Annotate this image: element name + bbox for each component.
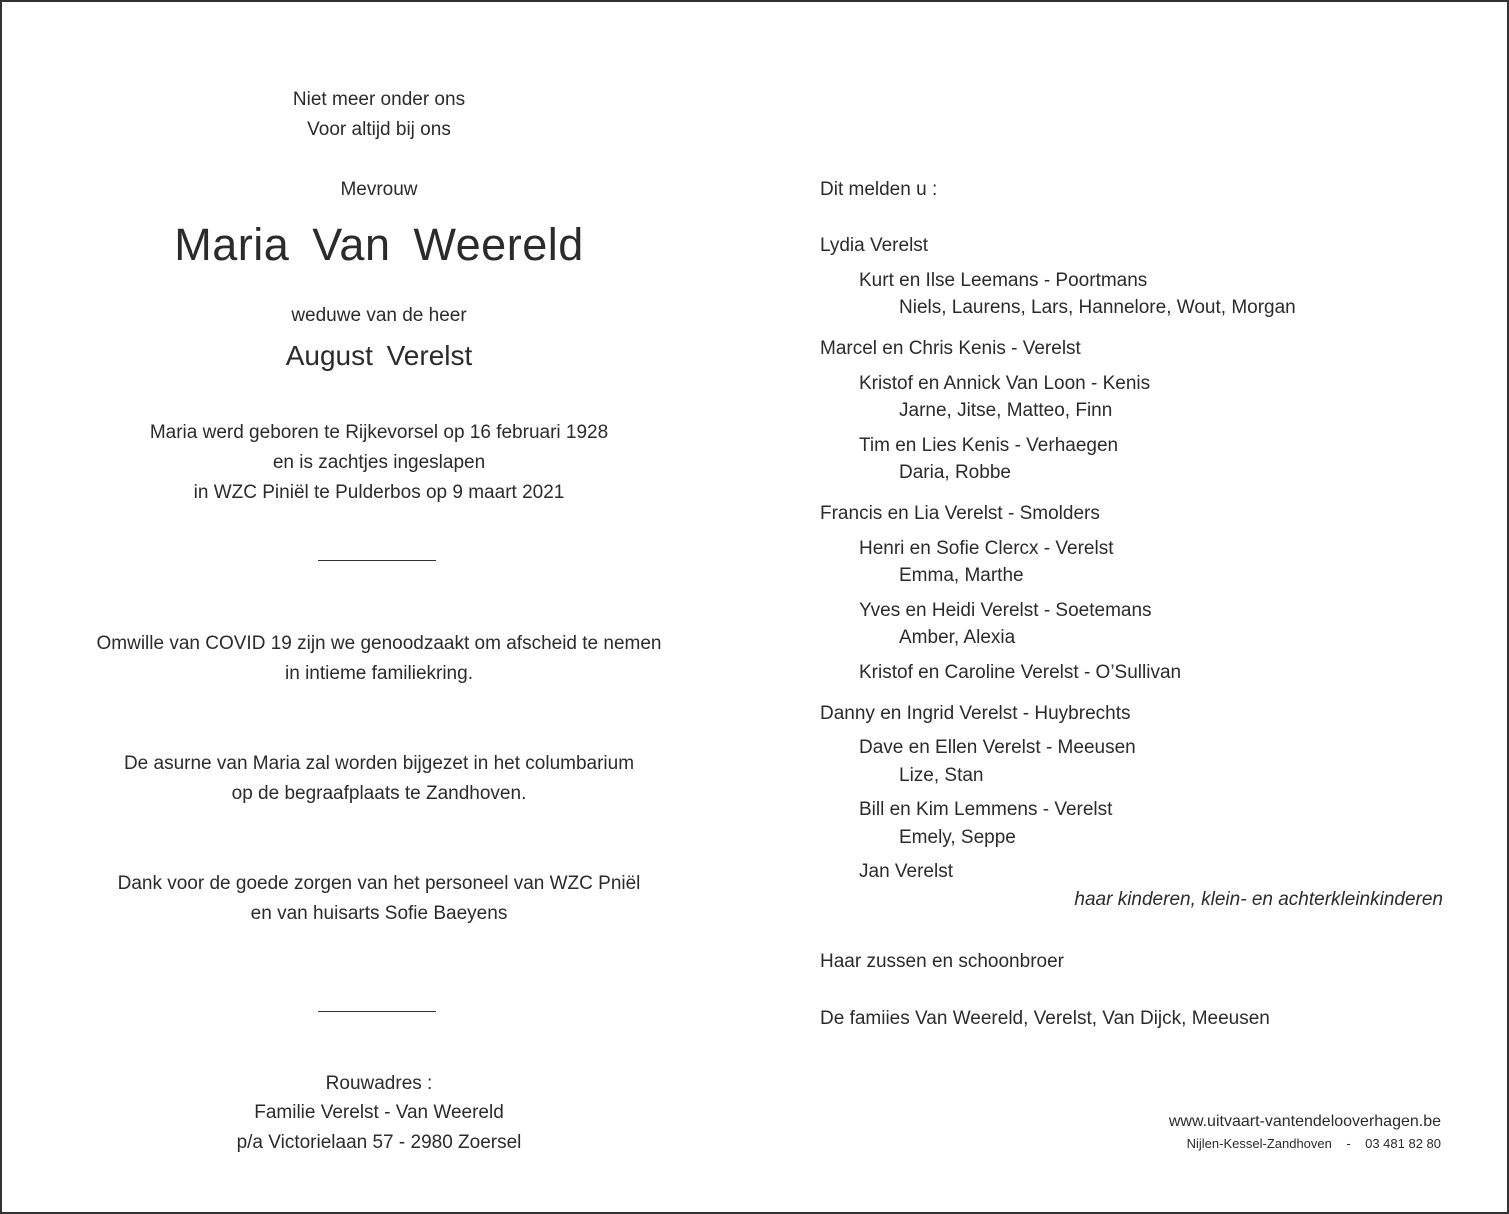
birth-line-2: en is zachtjes ingeslapen xyxy=(272,452,486,473)
family-line: Dave en Ellen Verelst - Meeusen xyxy=(859,737,1136,758)
widow-of-text: weduwe van de heer xyxy=(291,305,467,326)
urn-line-1: De asurne van Maria zal worden bijgezet in het columbarium xyxy=(123,753,635,774)
family-line: Daria, Robbe xyxy=(899,462,1011,483)
family-line: Francis en Lia Verelst - Smolders xyxy=(820,503,1100,524)
birth-line-3: in WZC Piniël te Pulderbos op 9 maart 2021 xyxy=(193,482,565,503)
covid-line-2: in intieme familiekring. xyxy=(285,663,473,684)
families-line: De famiies Van Weereld, Verelst, Van Dijck, Meeusen xyxy=(820,1008,1270,1029)
family-summary: haar kinderen, klein- en achterkleinkinderen xyxy=(1074,889,1443,910)
deceased-name: Maria Van Weereld xyxy=(174,219,584,270)
family-line: Yves en Heidi Verelst - Soetemans xyxy=(859,600,1152,621)
funeral-home-contact: Nijlen-Kessel-Zandhoven - 03 481 82 80 xyxy=(1186,1136,1441,1151)
family-line: Danny en Ingrid Verelst - Huybrechts xyxy=(820,703,1131,724)
divider-bottom xyxy=(318,1011,436,1012)
family-line: Emely, Seppe xyxy=(899,827,1016,848)
family-line: Niels, Laurens, Lars, Hannelore, Wout, Morgan xyxy=(899,297,1296,318)
family-line: Tim en Lies Kenis - Verhaegen xyxy=(859,435,1119,456)
family-line: Lydia Verelst xyxy=(820,235,929,256)
thanks-line-2: en van huisarts Sofie Baeyens xyxy=(250,903,508,924)
thanks-line-1: Dank voor de goede zorgen van het personeel van WZC Pniël xyxy=(117,873,641,894)
address-family: Familie Verelst - Van Weereld xyxy=(254,1102,504,1123)
family-line: Henri en Sofie Clercx - Verelst xyxy=(859,538,1114,559)
salutation: Mevrouw xyxy=(340,179,418,200)
covid-line-1: Omwille van COVID 19 zijn we genoodzaakt om afscheid te nemen xyxy=(96,633,662,654)
family-line: Kristof en Caroline Verelst - O’Sullivan xyxy=(859,662,1182,683)
address-street: p/a Victorielaan 57 - 2980 Zoersel xyxy=(236,1132,522,1153)
family-line: Kristof en Annick Van Loon - Kenis xyxy=(859,373,1151,394)
family-line: Jarne, Jitse, Matteo, Finn xyxy=(899,400,1113,421)
announcement-intro: Dit melden u : xyxy=(820,179,938,200)
sisters-line: Haar zussen en schoonbroer xyxy=(820,951,1064,972)
address-label: Rouwadres : xyxy=(325,1073,433,1094)
urn-line-2: op de begraafplaats te Zandhoven. xyxy=(231,783,527,804)
funeral-home-website: www.uitvaart-vantendelooverhagen.be xyxy=(1168,1113,1441,1130)
family-line: Bill en Kim Lemmens - Verelst xyxy=(859,799,1113,820)
divider-top xyxy=(318,560,436,561)
family-line: Marcel en Chris Kenis - Verelst xyxy=(820,338,1081,359)
family-line: Jan Verelst xyxy=(859,861,953,882)
family-line: Amber, Alexia xyxy=(899,627,1016,648)
motto-line-1: Niet meer onder ons xyxy=(292,89,466,110)
family-line: Emma, Marthe xyxy=(899,565,1024,586)
birth-line-1: Maria werd geboren te Rijkevorsel op 16 februari 1928 xyxy=(149,422,609,443)
family-line: Kurt en Ilse Leemans - Poortmans xyxy=(859,270,1148,291)
motto-line-2: Voor altijd bij ons xyxy=(307,119,451,140)
family-line: Lize, Stan xyxy=(899,765,984,786)
spouse-name: August Verelst xyxy=(285,340,473,371)
